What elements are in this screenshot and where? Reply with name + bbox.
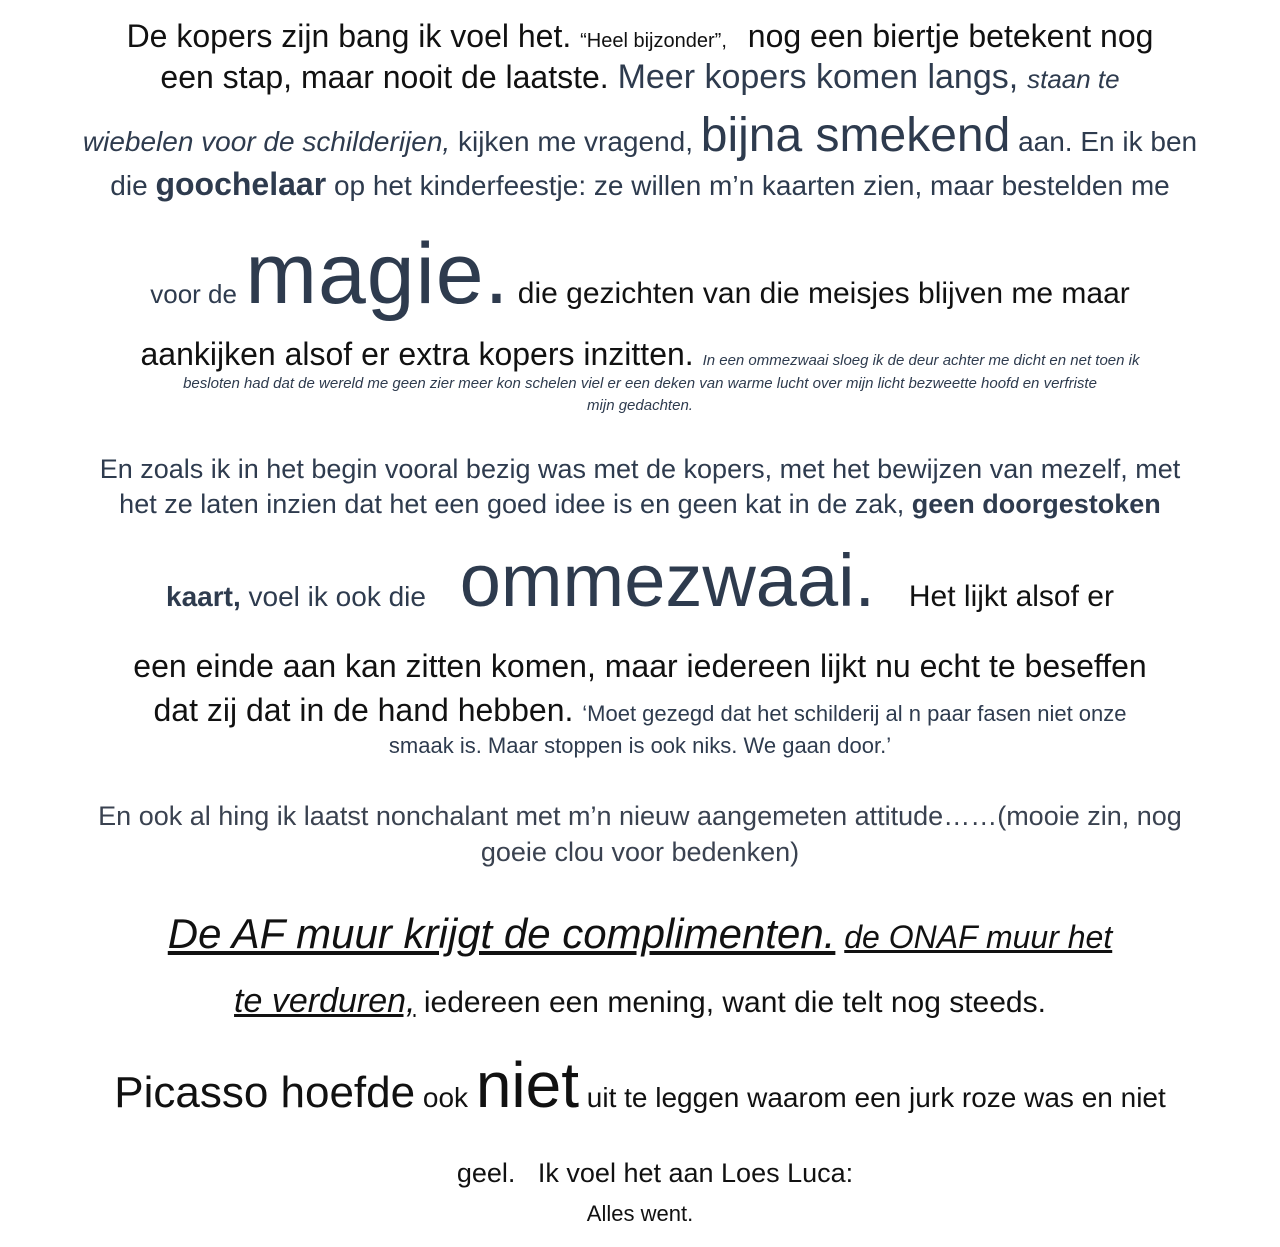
p4-line-1 (0, 910, 1280, 958)
text-run: iedereen een mening, want die telt nog steeds. (423, 986, 1046, 1019)
p1-line-5 (0, 225, 1280, 324)
text-run: En zoals ik in het begin vooral bezig was met de kopers, met het bewijzen van mezelf, met (99, 454, 1181, 484)
p1-line-1 (0, 18, 1280, 55)
p2-line-6 (0, 733, 1280, 759)
text-run: nog een biertje betekent nog (747, 18, 1154, 54)
emphasis-goochelaar: goochelaar (155, 166, 327, 202)
text-run: mijn gedachten. (587, 397, 693, 414)
text-run: het ze laten inzien dat het een goed idee is en geen kat in de zak, (119, 489, 905, 519)
p2-line-5 (0, 692, 1280, 729)
text-run: geel. Ik voel het aan Loes Luca: (456, 1158, 854, 1188)
text-run: dat zij dat in de hand hebben. (153, 692, 574, 728)
p4-line-5 (0, 1201, 1280, 1227)
text-run: die (110, 170, 148, 201)
text-run: ‘Moet gezegd dat het schilderij al n paar fasen niet onze (582, 701, 1127, 726)
p1-line-6 (0, 336, 1280, 373)
text-run: Picasso hoefde (114, 1068, 416, 1117)
emphasis-te-verduren: te verduren, (234, 982, 416, 1020)
p1-line-7 (0, 375, 1280, 392)
text-run: smaak is. Maar stoppen is ook niks. We gaan door.’ (388, 733, 892, 758)
emphasis-geen-doorgestoken: geen doorgestoken (911, 489, 1161, 519)
text-run: En ook al hing ik laatst nonchalant met m’n nieuw aangemeten attitude……(mooie zin, nog (98, 801, 1182, 831)
p1-line-3 (0, 108, 1280, 163)
text-run: voor de (150, 279, 237, 309)
closing-line: Alles went. (586, 1201, 694, 1226)
text-run: die gezichten van die meisjes blijven me maar (517, 277, 1130, 310)
p3-line-1 (0, 801, 1280, 832)
text-run: aan. En ik ben (1018, 126, 1198, 157)
emphasis-bijna-smekend: bijna smekend (700, 109, 1011, 162)
text-run: een stap, maar nooit de laatste. (160, 59, 609, 95)
p2-line-3 (0, 538, 1280, 623)
text-run: kijken me vragend, (457, 126, 693, 157)
p2-line-2 (0, 489, 1280, 520)
p4-line-3 (0, 1048, 1280, 1122)
text-run: uit te leggen waarom een jurk roze was en niet (586, 1082, 1166, 1113)
text-run: voel ik ook die (248, 581, 426, 612)
text-run: op het kinderfeestje: ze willen m’n kaarten zien, maar bestelden me (333, 170, 1170, 201)
p2-line-1 (0, 454, 1280, 485)
emphasis-af-muur: De AF muur krijgt de complimenten. (167, 910, 836, 957)
p3-line-2 (0, 837, 1280, 868)
p2-line-4 (0, 648, 1280, 685)
text-run: een einde aan kan zitten komen, maar iedereen lijkt nu echt te beseffen (133, 648, 1147, 684)
emphasis-kaart: kaart, (166, 581, 241, 612)
text-run: besloten had dat de wereld me geen zier meer kon schelen viel er een deken van warme lucht over mijn licht bezweette hoofd en verfriste (183, 375, 1097, 392)
quote-heel-bijzonder: “Heel bijzonder”, (580, 30, 727, 52)
text-run: Het lijkt alsof er (908, 580, 1114, 613)
p1-line-4 (0, 166, 1280, 203)
text-run: goeie clou voor bedenken) (480, 837, 800, 867)
emphasis-onaf-muur: de ONAF muur het (844, 919, 1113, 955)
text-run: De kopers zijn bang ik voel het. (126, 18, 572, 54)
emphasis-ommezwaai: ommezwaai. (459, 539, 876, 622)
p1-line-2 (0, 58, 1280, 97)
p4-line-2 (0, 982, 1280, 1021)
p1-line-8 (0, 397, 1280, 414)
emphasis-magie: magie. (245, 226, 510, 322)
text-run: Meer kopers komen langs, (617, 58, 1019, 96)
text-run: aankijken alsof er extra kopers inzitten. (140, 336, 694, 372)
text-run: In een ommezwaai sloeg ik de deur achter me dicht en net toen ik (702, 352, 1140, 369)
text-run: wiebelen voor de schilderijen, (82, 126, 451, 157)
text-run: ook (422, 1082, 469, 1113)
emphasis-niet: niet (475, 1049, 579, 1121)
text-run: staan te (1027, 64, 1120, 94)
